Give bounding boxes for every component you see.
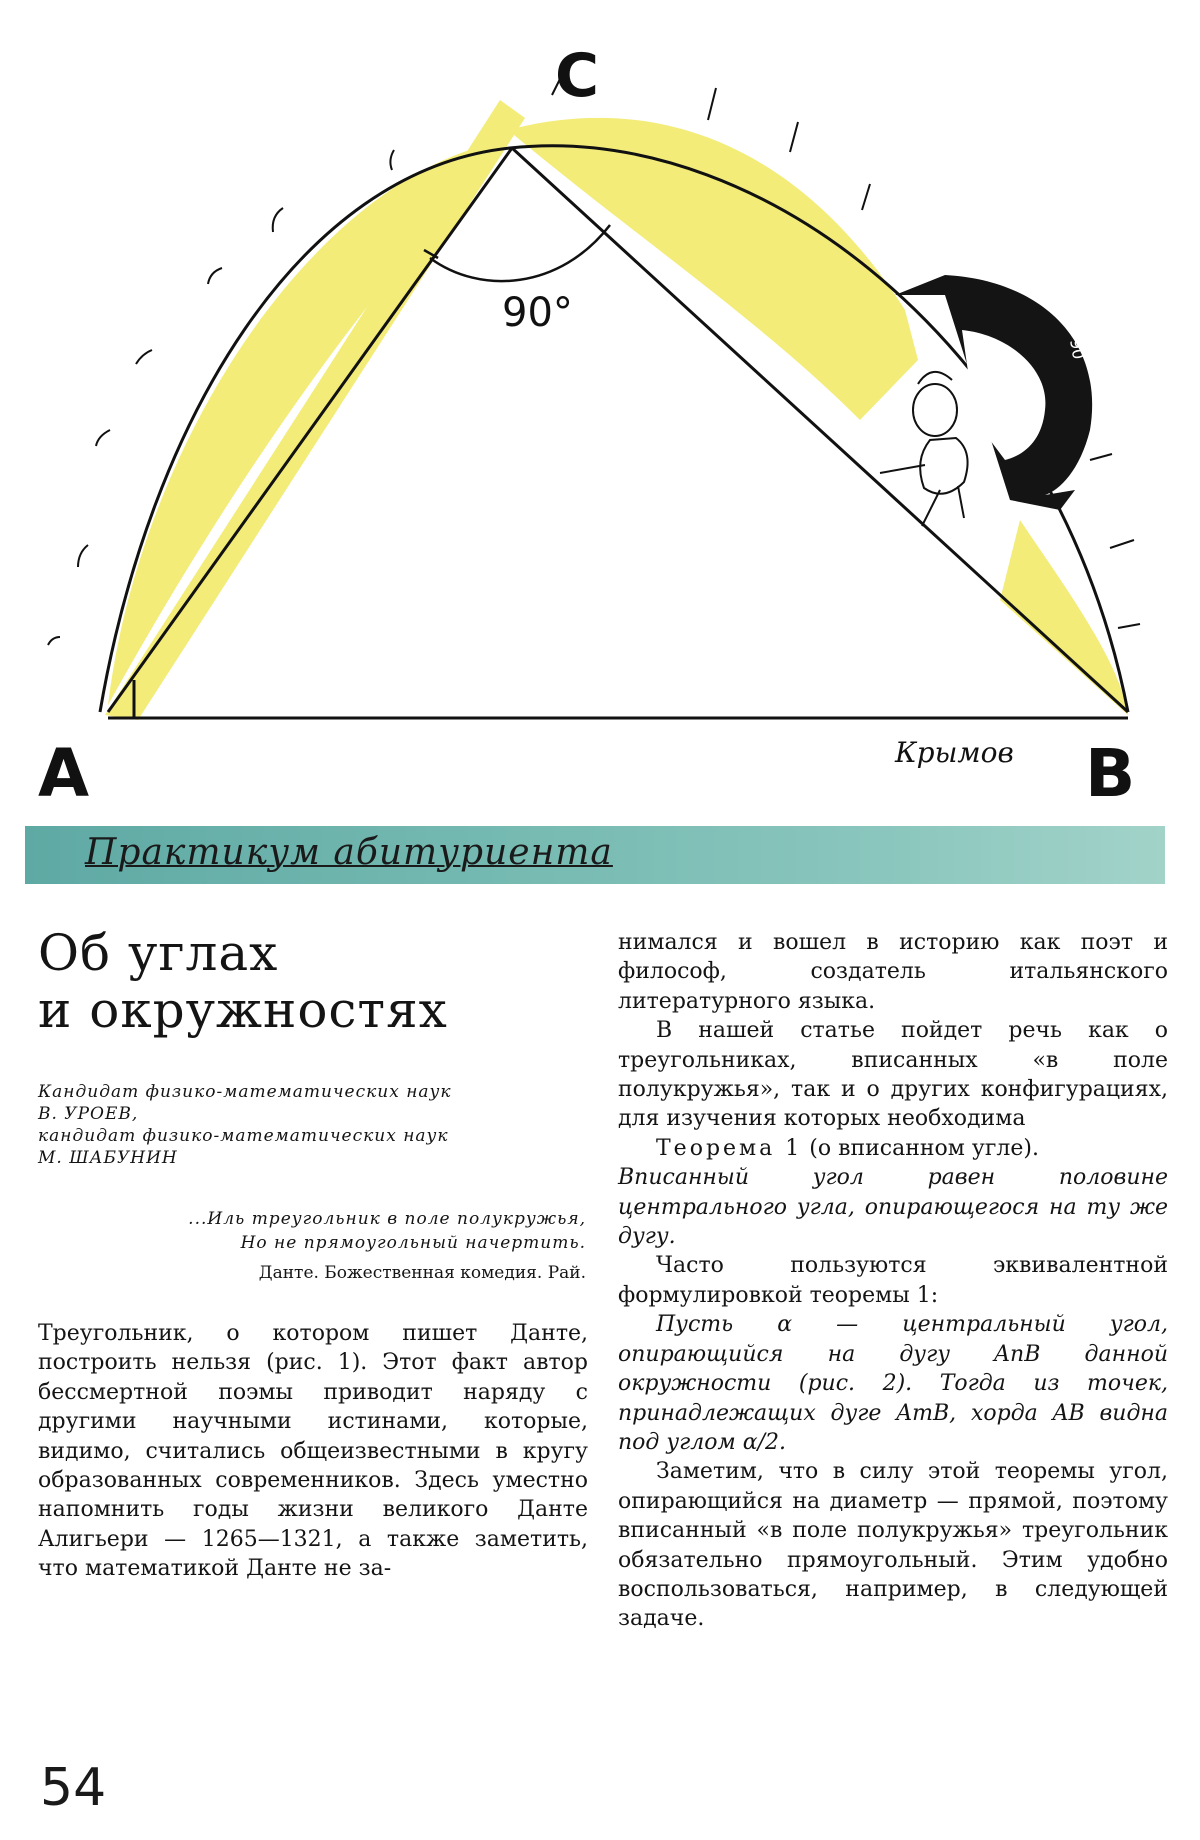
signature: Крымов (895, 736, 1014, 769)
left-column (38, 925, 588, 1584)
angle-arc (430, 225, 610, 281)
author-name-1: В. УРОЕВ, (38, 1104, 139, 1124)
author-degree-2: кандидат физико-математических наук (38, 1126, 449, 1146)
semicircle-illustration (0, 0, 1200, 820)
page-number: 54 (40, 1758, 107, 1818)
right-column (618, 928, 1168, 1634)
equivalent-formulation-intro: Часто пользуются эквивалентной формулировкой теоремы 1: (618, 1253, 1168, 1308)
protractor-mark: 90 (1066, 337, 1089, 361)
right-arc-segment-lower (1000, 520, 1128, 715)
epigraph-line-1: ...Иль треугольник в поле полукружья, (188, 1209, 586, 1229)
little-man-figure (880, 372, 968, 526)
theorem-name: (о вписанном угле). (802, 1135, 1039, 1161)
article-title (38, 925, 588, 1039)
author-name-2: М. ШАБУНИН (38, 1148, 178, 1168)
epigraph-source: Данте. Божественная комедия. Рай. (258, 1263, 586, 1283)
section-banner (25, 826, 1165, 884)
author-degree-1: Кандидат физико-математических наук (38, 1082, 452, 1102)
epigraph-line-2: Но не прямоугольный начертить. (240, 1233, 586, 1253)
triangle-side-ac (108, 148, 512, 712)
diameter-remark-paragraph: Заметим, что в силу этой теоремы угол, опирающийся на диаметр — прямой, поэтому вписанный «в поле полукружья» треугольник обязательно прямоугольный. Этим удобно воспользоваться, например, в следующей задаче. (618, 1459, 1168, 1632)
continuation-paragraph: нимался и вошел в историю как поэт и философ, создатель итальянского литературного языка. (618, 930, 1168, 1014)
theorem-heading (618, 1134, 1168, 1163)
theorem-label: Теорема 1 (656, 1135, 803, 1161)
label-c: C (555, 41, 600, 111)
section-banner-text: Практикум абитуриента (85, 832, 613, 873)
article-scope-paragraph: В нашей статье пойдет речь как о треугольниках, вписанных «в поле полукружья», так и о других конфигурациях, для изучения которых необходима (618, 1018, 1168, 1132)
label-a: A (38, 735, 90, 812)
left-body (38, 1319, 588, 1584)
theorem-statement: Вписанный угол равен половине центрального угла, опирающегося на ту же дугу. (618, 1165, 1168, 1250)
right-arc-segment-upper (508, 118, 918, 420)
angle-label: 90° (502, 290, 573, 336)
label-b: B (1085, 735, 1136, 812)
authors (38, 1081, 588, 1169)
equivalent-formulation: Пусть α — центральный угол, опирающийся на дугу AnB данной окружности (рис. 2). Тогда из точек, принадлежащих дуге AmB, хорда AB видна под углом α/2. (618, 1312, 1168, 1455)
title-line-1: Об углах (38, 924, 279, 982)
intro-paragraph: Треугольник, о котором пишет Данте, построить нельзя (рис. 1). Этот факт автор бессмертной поэмы приводит наряду с другими научными истинами, которые, видимо, считались общеизвестными в кругу образованных современников. Здесь уместно напомнить годы жизни великого Данте Алигьери — 1265—1321, а также заметить, что математикой Данте не за- (38, 1321, 588, 1582)
epigraph (38, 1207, 588, 1285)
title-line-2: и окружностях (38, 981, 448, 1039)
